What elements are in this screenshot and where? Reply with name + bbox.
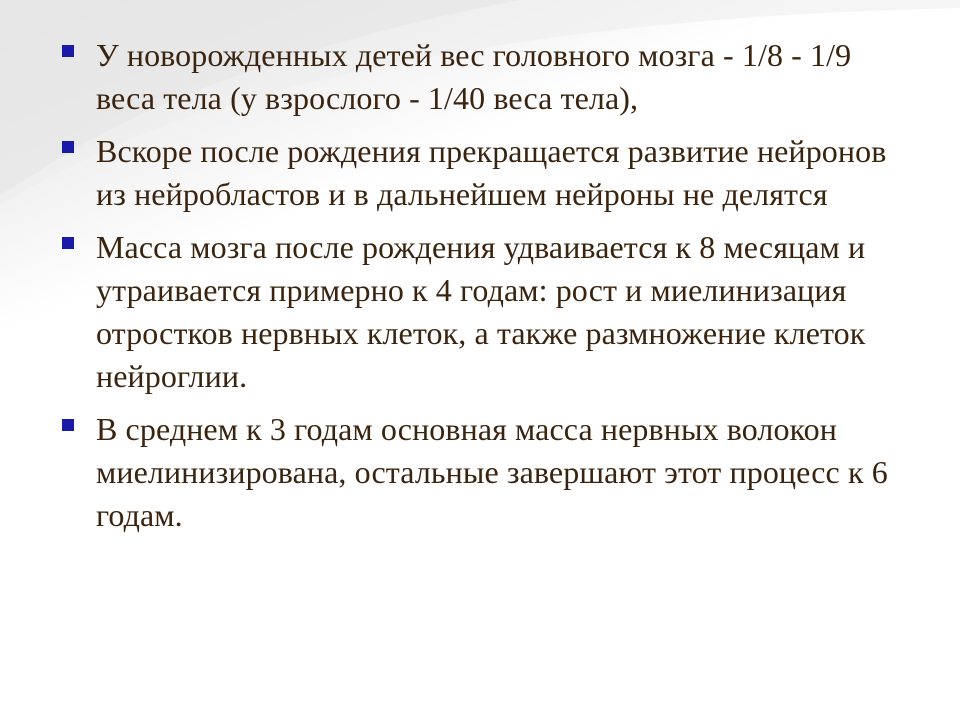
bullet-text: В среднем к 3 годам основная масса нервных волокон миелинизирована, остальные завершают этот процесс к 6 годам. [96,411,888,533]
square-bullet-icon [62,419,74,431]
square-bullet-icon [62,45,74,57]
bullet-item [62,226,902,398]
bullet-text: Вскоре после рождения прекращается развитие нейронов из нейробластов и в дальнейшем нейроны не делятся [96,133,887,212]
square-bullet-icon [62,141,74,153]
bullet-item [62,34,902,120]
bullet-text: У новорожденных детей вес головного мозга - 1/8 - 1/9 веса тела (у взрослого - 1/40 веса тела), [96,37,852,116]
bullet-list [62,34,902,547]
bullet-item [62,408,902,537]
bullet-text: Масса мозга после рождения удваивается к 8 месяцам и утраивается примерно к 4 годам: рост и миелинизация отростков нервных клеток, а также размножение клеток нейроглии. [96,229,866,394]
square-bullet-icon [62,237,74,249]
bullet-item [62,130,902,216]
